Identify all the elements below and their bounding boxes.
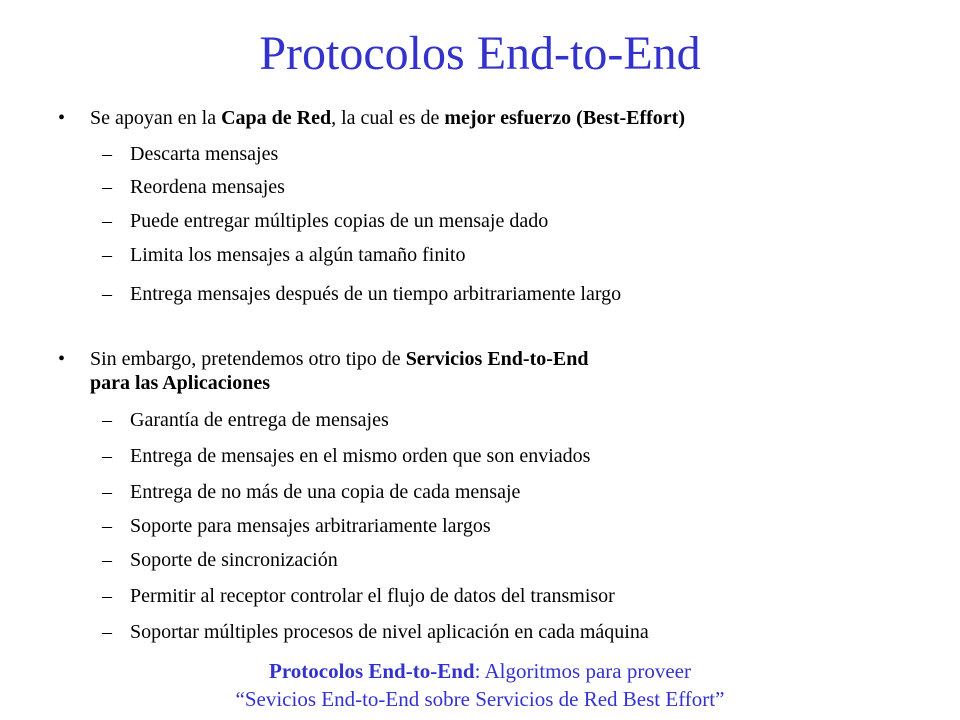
list-item: – Entrega de mensajes en el mismo orden que son enviados (102, 445, 591, 467)
footer-line-2: “Sevicios End-to-End sobre Servicios de Red Best Effort” (235, 687, 725, 711)
bullet-servicios-end-to-end (58, 347, 810, 395)
list-item: – Garantía de entrega de mensajes (102, 409, 389, 431)
bullet-text: Sin embargo, pretendemos otro tipo de Servicios End-to-End para las Aplicaciones (90, 348, 589, 394)
list-item: – Entrega mensajes después de un tiempo arbitrariamente largo (102, 283, 622, 305)
list-item: – Limita los mensajes a algún tamaño finito (102, 244, 466, 266)
list-item: – Soportar múltiples procesos de nivel aplicación en cada máquina (102, 621, 649, 643)
list-item: – Puede entregar múltiples copias de un mensaje dado (102, 210, 549, 232)
bullet-dot: • (58, 107, 66, 129)
list-item: – Permitir al receptor controlar el flujo de datos del transmisor (102, 585, 615, 607)
slide-title: Protocolos End-to-End (259, 27, 701, 80)
list-item: – Soporte de sincronización (102, 549, 338, 571)
bullet-text: Se apoyan en la Capa de Red, la cual es de mejor esfuerzo (Best-Effort) (90, 107, 685, 129)
list-item: – Descarta mensajes (102, 143, 279, 165)
list-item: – Soporte para mensajes arbitrariamente largos (102, 515, 491, 537)
list-item: – Reordena mensajes (102, 176, 285, 198)
bullet-capa-de-red (58, 106, 810, 130)
footer-bold: Protocolos End-to-End (269, 659, 475, 683)
bullet-dot: • (58, 348, 66, 370)
footer-rest: : Algoritmos para proveer (474, 659, 691, 683)
list-item: – Entrega de no más de una copia de cada mensaje (102, 481, 521, 503)
footer-line-1 (0, 659, 960, 683)
